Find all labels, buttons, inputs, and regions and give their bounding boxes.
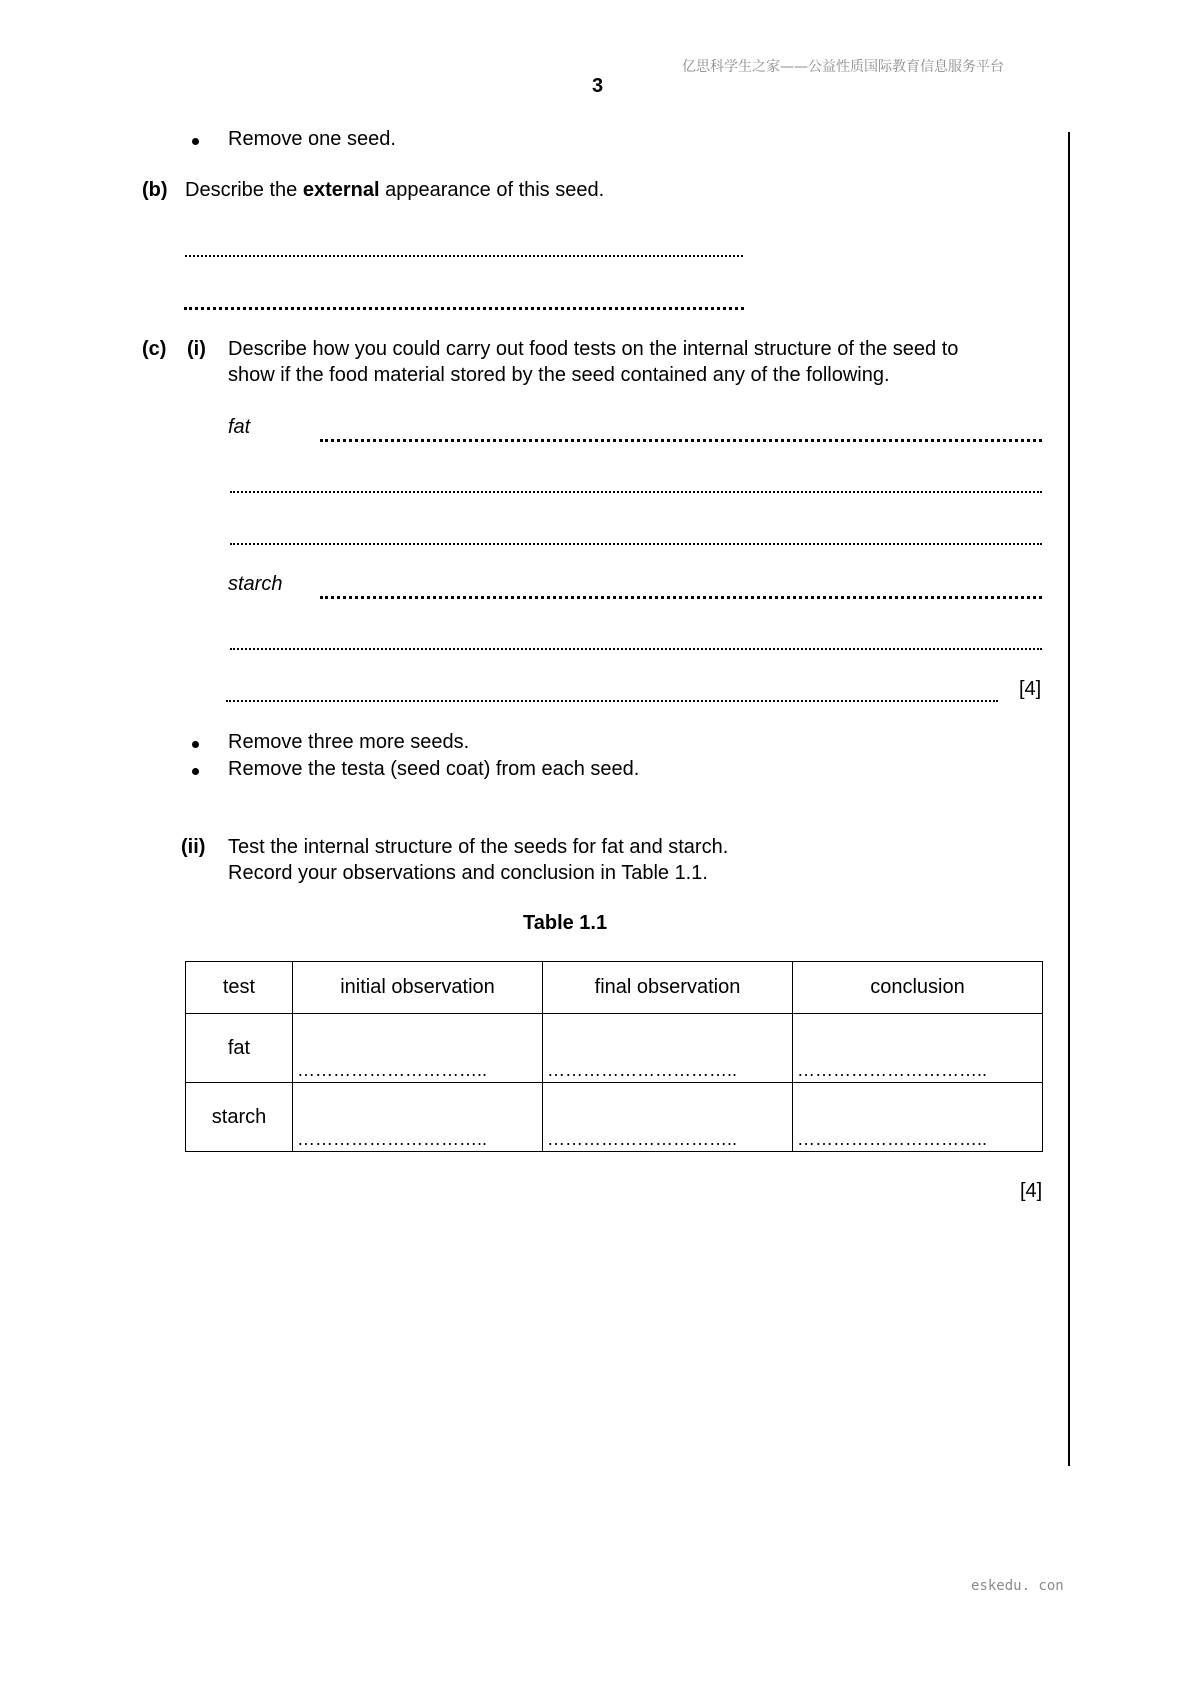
header-watermark: 亿思科学生之家——公益性质国际教育信息服务平台 — [682, 59, 1004, 75]
part-b-question — [185, 179, 604, 202]
bullet-icon — [192, 741, 199, 748]
answer-line-starch-3[interactable] — [226, 700, 998, 702]
table-header-cell: test — [186, 962, 293, 1014]
answer-dots: ………………………….. — [547, 1060, 738, 1080]
observation-table — [185, 961, 1043, 1152]
part-b-text-after: appearance of this seed. — [385, 179, 605, 201]
part-c-ii-line2: Record your observations and conclusion in Table 1.1. — [228, 862, 708, 884]
table-row-test: starch — [186, 1083, 293, 1152]
table-cell-answer[interactable] — [293, 1083, 543, 1152]
page-number: 3 — [592, 75, 604, 97]
instruction-remove-three: Remove three more seeds. — [228, 731, 470, 753]
table-cell-answer[interactable] — [793, 1083, 1043, 1152]
table-row-test: fat — [186, 1014, 293, 1083]
margin-rule — [1068, 132, 1070, 1466]
answer-line-starch-2[interactable] — [230, 648, 1042, 650]
table-header-cell: initial observation — [293, 962, 543, 1014]
table-row — [186, 1083, 1043, 1152]
answer-dots: ………………………….. — [297, 1060, 488, 1080]
part-c-i-line1: Describe how you could carry out food tests on the internal structure of the seed to — [228, 338, 959, 360]
table-header-row — [186, 962, 1043, 1014]
fat-label: fat — [228, 416, 251, 438]
table-cell-answer[interactable] — [793, 1014, 1043, 1083]
starch-label: starch — [228, 573, 283, 595]
answer-line-fat-2[interactable] — [230, 491, 1042, 493]
answer-dots: ………………………….. — [547, 1129, 738, 1149]
part-b-label: (b) — [142, 179, 168, 201]
part-c-i-line2: show if the food material stored by the seed contained any of the following. — [228, 364, 890, 386]
table-cell-answer[interactable] — [543, 1014, 793, 1083]
marks-c-ii: [4] — [1020, 1180, 1043, 1202]
table-header-cell: final observation — [543, 962, 793, 1014]
footer-watermark: eskedu. con — [971, 1578, 1064, 1594]
table-cell-answer[interactable] — [293, 1014, 543, 1083]
part-b-text-bold: external — [302, 179, 380, 201]
table-row — [186, 1014, 1043, 1083]
bullet-icon — [192, 768, 199, 775]
part-c-ii-label: (ii) — [181, 836, 206, 858]
answer-line-starch-1[interactable] — [320, 596, 1042, 599]
table-caption: Table 1.1 — [523, 912, 608, 934]
part-c-ii-line1: Test the internal structure of the seeds for fat and starch. — [228, 836, 729, 858]
answer-line-fat-3[interactable] — [230, 543, 1042, 545]
table-cell-answer[interactable] — [543, 1083, 793, 1152]
answer-dots: ………………………….. — [297, 1129, 488, 1149]
answer-line-b2[interactable] — [184, 307, 744, 310]
marks-c-i: [4] — [1019, 678, 1042, 700]
answer-line-b1[interactable] — [185, 255, 743, 257]
part-c-i-label: (i) — [187, 338, 206, 360]
answer-line-fat-1[interactable] — [320, 439, 1042, 442]
table-header-cell: conclusion — [793, 962, 1043, 1014]
answer-dots: ………………………….. — [797, 1129, 988, 1149]
answer-dots: ………………………….. — [797, 1060, 988, 1080]
instruction-remove-testa: Remove the testa (seed coat) from each seed. — [228, 758, 640, 780]
part-b-text-before: Describe the — [185, 179, 298, 201]
part-c-label: (c) — [142, 338, 167, 360]
bullet-icon — [192, 138, 199, 145]
instruction-remove-one: Remove one seed. — [228, 128, 396, 150]
